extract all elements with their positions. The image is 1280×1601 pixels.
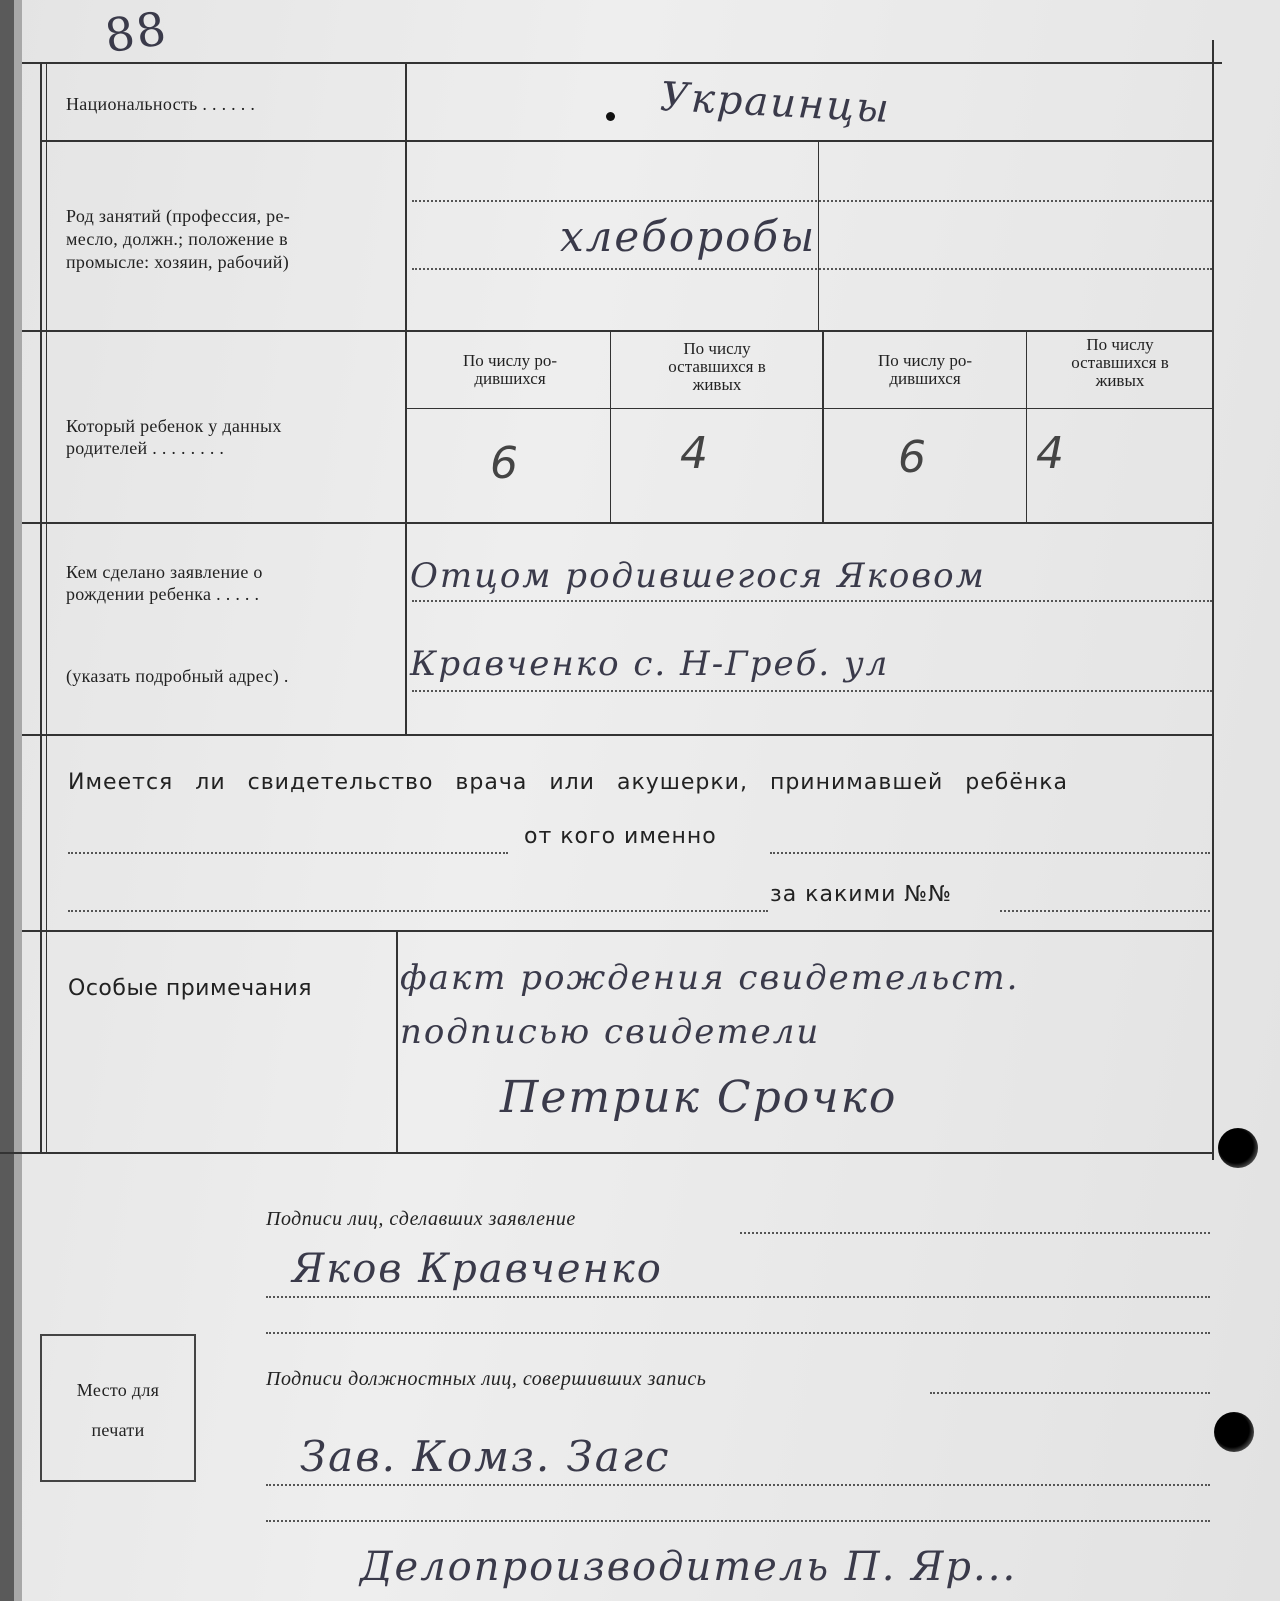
dotted-line <box>770 852 1210 854</box>
occupation-label-3: промысле: хозяин, рабочий) <box>66 252 289 272</box>
stamp-label-2: печати <box>91 1420 145 1440</box>
declarant-label-1: Кем сделано заявление о <box>66 562 263 582</box>
punch-hole <box>1218 1128 1258 1168</box>
row-divider-4 <box>22 734 1212 736</box>
column-divider <box>405 62 407 734</box>
occupation-label-2: месло, должн.; положение в <box>66 229 288 249</box>
dotted-line <box>412 268 1212 270</box>
dotted-line <box>266 1332 1210 1334</box>
dotted-line <box>68 910 768 912</box>
column-divider <box>822 330 824 522</box>
official-signature-2: Делопроизводитель П. Яр... <box>360 1544 1018 1590</box>
certificate-from-label: от кого именно <box>524 824 717 849</box>
row-divider-1 <box>40 140 1212 142</box>
page-edge-shadow <box>0 0 14 1601</box>
notes-value-1: факт рождения свидетельст. <box>400 958 1020 998</box>
notes-value-2: подписью свидетели <box>400 1012 821 1052</box>
column-divider <box>610 330 611 522</box>
declarant-signature: Яков Кравченко <box>292 1246 663 1292</box>
stamp-label-1: Место для <box>76 1380 160 1400</box>
occupation-value: хлеборобы <box>560 212 817 261</box>
certificate-numbers-label: за какими №№ <box>770 882 953 907</box>
child-label-1: Который ребенок у данных <box>66 416 282 436</box>
column-divider <box>396 930 398 1152</box>
official-signature-label: Подписи должностных лиц, совершивших запись <box>266 1368 707 1390</box>
header-born-1: По числу ро- дившихся <box>462 351 558 388</box>
declarant-label-2: рождении ребенка . . . . . <box>66 584 260 604</box>
frame-top-line <box>22 62 1222 64</box>
occupation-label-1: Род занятий (профессия, ре- <box>66 206 291 226</box>
alive-count-2: 4 <box>1036 428 1064 479</box>
dotted-line <box>740 1232 1210 1234</box>
notes-label: Особые примечания <box>68 976 313 1001</box>
stamp-place-box <box>40 1334 196 1482</box>
row-divider-6 <box>0 1152 1212 1154</box>
declarant-value-2: Кравченко с. Н-Греб. ул <box>410 644 890 684</box>
dotted-line <box>930 1392 1210 1394</box>
dotted-line <box>266 1296 1210 1298</box>
subheader-divider <box>405 408 1212 409</box>
declarant-label-3: (указать подробный адрес) . <box>66 666 289 686</box>
row-divider-5 <box>22 930 1212 932</box>
dotted-line <box>412 200 1212 202</box>
ink-dot <box>606 112 615 121</box>
certificate-question: Имеется ли свидетельство врача или акушерки, принимавшей ребёнка <box>68 770 1069 795</box>
declarant-value-1: Отцом родившегося Яковом <box>410 556 986 596</box>
column-divider-right <box>818 140 819 330</box>
column-divider <box>1026 330 1027 522</box>
page-number: 88 <box>101 0 172 64</box>
dotted-line <box>266 1484 1210 1486</box>
declarant-signature-label: Подписи лиц, сделавших заявление <box>266 1208 576 1230</box>
frame-left-line <box>40 62 42 1152</box>
header-alive-2: По числу оставшихся в живых <box>1071 335 1169 390</box>
dotted-line <box>412 690 1212 692</box>
nationality-value: Украинцы <box>658 73 892 133</box>
page-edge-shadow-inner <box>14 0 22 1601</box>
dotted-line <box>412 600 1212 602</box>
row-divider-3 <box>22 522 1212 524</box>
alive-count-1: 4 <box>680 428 708 479</box>
official-signature-1: Зав. Комз. Загс <box>300 1432 671 1481</box>
frame-left-line-inner <box>46 62 47 1152</box>
born-count-1: 6 <box>490 438 518 489</box>
notes-value-3: Петрик Срочко <box>500 1072 898 1123</box>
dotted-line <box>1000 910 1210 912</box>
born-count-2: 6 <box>898 432 926 483</box>
dotted-line <box>68 852 508 854</box>
dotted-line <box>266 1520 1210 1522</box>
frame-right-line <box>1212 40 1214 1160</box>
header-alive-1: По числу оставшихся в живых <box>668 339 766 394</box>
punch-hole <box>1214 1412 1254 1452</box>
child-label-2: родителей . . . . . . . . <box>66 438 225 458</box>
row-divider-2 <box>22 330 1212 332</box>
header-born-2: По числу ро- дившихся <box>877 351 973 388</box>
nationality-label: Национальность . . . . . . <box>66 94 256 114</box>
